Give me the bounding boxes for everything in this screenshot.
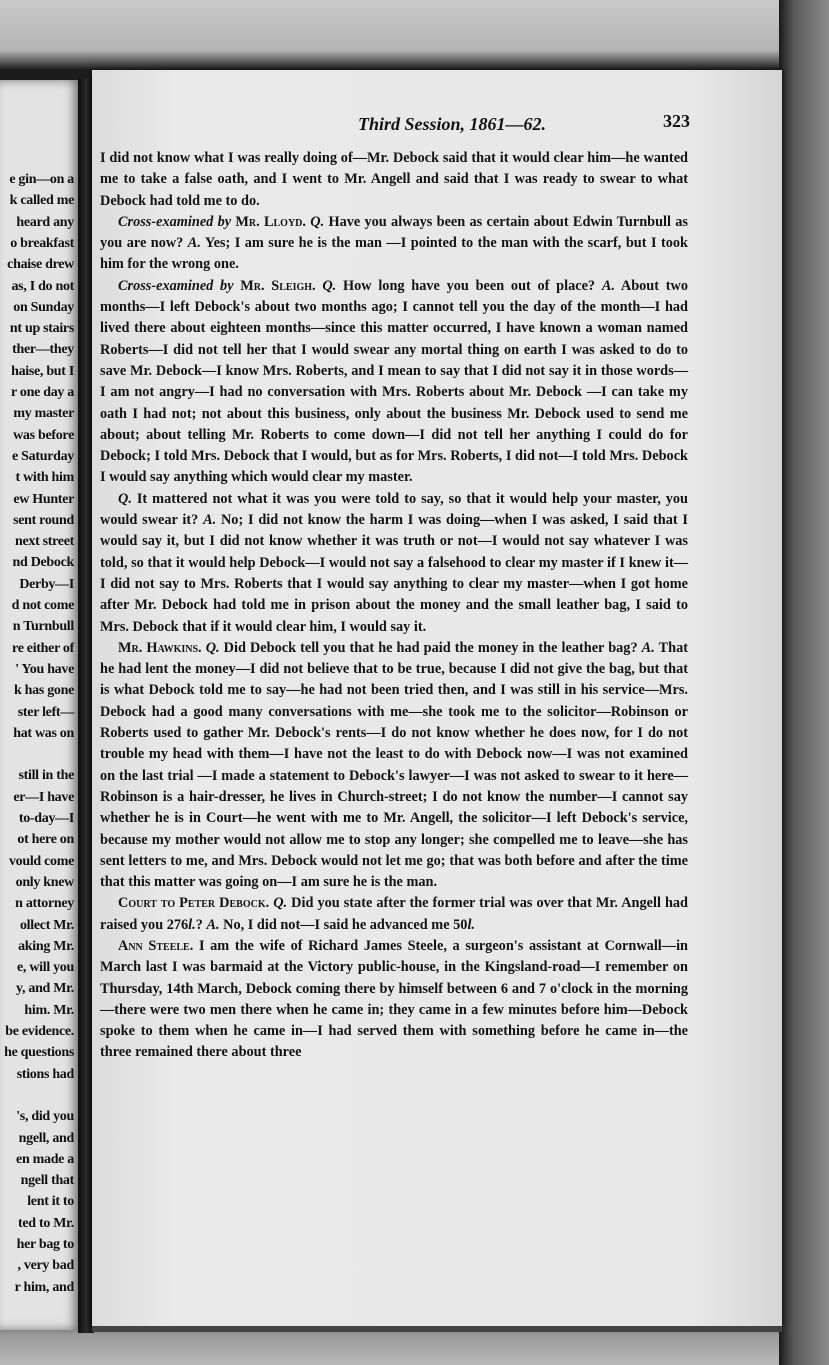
left-page-fragment: Derby—I (19, 576, 74, 592)
text-run: l. (188, 916, 196, 933)
text-run: Did Debock tell you that he had paid the money in the leather bag? (219, 639, 642, 656)
text-run: No, I did not—I said he advanced me 50 (219, 916, 468, 933)
text-run: I am the wife of Richard James Steele, a surgeon's assistant at Cornwall—in March last I was barmaid at the Victory public-house, in the Kingsland-road—I remember on Thursday, 14th March, Debock coming there by himself between 6 and 7 o'clock in the morning—there were two men there when he came in; they came in a few minutes before him—Debock spoke to them when he came in—I had served them with something before he came in—the three remained there about three (100, 937, 688, 1061)
paragraph (100, 638, 688, 894)
paragraph (100, 212, 688, 276)
left-page-fragment: ew Hunter (13, 491, 74, 507)
left-page-fragment: r him, and (14, 1279, 74, 1295)
left-page-fragment: er—I have (13, 789, 74, 805)
left-page-fragment: n attorney (15, 896, 74, 912)
text-run: Q. (273, 895, 288, 912)
text-run: Ann Steele. (118, 937, 194, 954)
left-page-fragment: nt up stairs (9, 321, 74, 337)
text-run: A. (206, 916, 220, 933)
left-page-fragment: chaise drew (7, 257, 74, 273)
book-edge-right (779, 0, 829, 1365)
left-page-fragment: d not come (11, 598, 74, 613)
paragraph (100, 276, 688, 489)
text-run: A. (187, 235, 201, 252)
left-page-fragment: ollect Mr. (19, 917, 74, 933)
left-page-fragment: heard any (16, 214, 74, 230)
left-page-fragment: re either of (12, 640, 74, 656)
text-run: It mattered not what it was you were told to say, so that it would help your master, you would swear it? (100, 490, 688, 529)
text-run: Did you state after the former trial was over that Mr. Angell had raised you 276 (100, 895, 688, 933)
left-page-fragment: vould come (8, 853, 74, 869)
left-page-fragment: sent round (13, 512, 74, 528)
left-page-fragment: lent it to (27, 1194, 74, 1210)
left-page-fragment: only knew (15, 874, 74, 890)
paragraph (100, 893, 688, 936)
left-page-fragment: next street (14, 534, 74, 550)
running-head: Third Session, 1861—62. (357, 114, 547, 134)
left-page-fragment: e Saturday (12, 448, 74, 464)
left-page-fragment: ther—they (12, 342, 74, 358)
text-run: No; I did not know the harm I was doing—when I was asked, I said that I would say it, but I did not know whether it was truth or not—I would not say whatever I was told, so that it would help Debock—I would not say a falsehood to clear my master if I knew it—I did not say to Mrs. Roberts that I would say anything to clear my master—when I got home after Mr. Debock had told me in prison about the money and the small leather bag, I said to Mrs. Debock that if it would clear him, I would say it. (100, 512, 688, 635)
text-run: How long have you been out of place? (336, 277, 602, 294)
text-run: Mr. Hawkins. (118, 639, 202, 656)
left-page-fragment: 's, did you (16, 1109, 74, 1125)
left-page-fragment: as, I do not (11, 278, 74, 294)
left-page-fragment: ot here on (17, 832, 74, 848)
text-run: A. (641, 639, 655, 656)
text-run: I did not know what I was really doing of—Mr. Debock said that it would clear him—he wanted me to take a false oath, and I went to Mr. Angell and said that I was ready to swear to what Debock had told me to do. (100, 150, 688, 209)
text-run: A. (203, 512, 217, 529)
page-number: 323 (663, 111, 690, 131)
left-page-fragment: y, and Mr. (16, 981, 74, 997)
left-page-fragment: en made a (16, 1151, 74, 1167)
left-page-fragment: t with him (15, 470, 74, 486)
left-page-fragment: ngell, and (18, 1130, 74, 1146)
text-run: A. (601, 277, 615, 294)
left-page-fragment: ' You have (15, 661, 74, 677)
left-page-fragment: nd Debock (12, 555, 74, 571)
text-run: Q. (322, 277, 337, 294)
left-page-fragment: k has gone (13, 683, 74, 699)
text-run: Have you always been as certain about Edwin Turnbull as you are now? (100, 213, 688, 252)
paragraph (100, 489, 688, 638)
left-page-fragment: haise, but I (11, 363, 74, 379)
left-page-fragment: on Sunday (13, 299, 74, 315)
text-run: ? (195, 916, 207, 933)
text-run: Yes; I am sure he is the man —I pointed to the man with the scarf, but I took him for the wrong one. (100, 235, 688, 273)
text-run: Q. (310, 213, 325, 230)
text-run: Mr. Sleigh. (240, 277, 316, 294)
left-page-fragment: ngell that (20, 1173, 74, 1189)
text-run: Cross-examined by (118, 213, 236, 230)
left-page-fragment: hat was on (13, 725, 74, 741)
paragraph (100, 148, 688, 212)
left-page-fragment: n Turnbull (12, 619, 74, 635)
left-page-fragment: stions had (16, 1066, 74, 1082)
page-text (100, 148, 688, 1064)
left-page-fragment: him. Mr. (24, 1002, 74, 1018)
text-run: Cross-examined by (118, 277, 241, 294)
text-run: Q. (205, 639, 220, 656)
left-page-fragment: r one day a (11, 385, 74, 400)
text-run: About two months—I left Debock's about two months ago; I cannot tell you the day of the month—I had lived there about eighteen months—since this matter occurred, I have known a woman named Roberts—I did not tell her that I would swear any mortal thing on earth I was asked to do to save Mr. Debock—I know Mrs. Roberts, and I mean to say that I did not say it in those words—I am not angry—I had no conversation with Mrs. Roberts about Mr. Debock —I can take my oath I had not; not about this business, only about the business Mr. Debock used to send me about; about telling Mr. Roberts to come down—I did not tell her anything I could do for Debock; I told Mrs. Debock that I would, but as for Mrs. Roberts, I did not—I told Mrs. Debock I would say anything which would clear my master. (100, 277, 688, 486)
book-page (92, 70, 782, 1326)
left-page-fragment: , very bad (17, 1258, 74, 1274)
text-run: Court to Peter Debock. (118, 895, 270, 912)
left-page-fragment: her bag to (16, 1237, 74, 1252)
left-page-fragment: my master (13, 406, 74, 422)
left-page-fragment: ster left— (17, 704, 74, 720)
left-page-fragment: to-day—I (18, 811, 74, 826)
left-page-fragment: be evidence. (5, 1024, 74, 1039)
left-page-fragment: k called me (9, 193, 74, 209)
text-run: Mr. Lloyd. (235, 213, 306, 230)
left-page-fragment: e, will you (17, 960, 74, 976)
left-page-fragment: ted to Mr. (18, 1215, 74, 1231)
left-page-fragment: o breakfast (10, 235, 74, 251)
left-page-fragment: he questions (4, 1045, 74, 1061)
left-facing-page (0, 80, 80, 1330)
left-page-fragment: aking Mr. (18, 938, 74, 954)
left-page-fragment: e gin—on a (9, 172, 74, 187)
paragraph (100, 936, 688, 1064)
page-bottom-edge (92, 1326, 782, 1332)
text-run: That he had lent the money—I did not believe that to be true, because I did not give the bag, but that is what Debock told me to say—he had not been tried then, and I was still in his service—Mrs. Debock had a good many conversations with me—she took me to the solicitor—Robinson or Roberts used to gather Mr. Debock's rents—I do not know whether he does now, for I do not trouble my head with them—I have not the least to do with Debock now—I was not examined on the last trial —I made a statement to Debock's lawyer—I was not asked to swear to it here—Robinson is a hair-dresser, he lives in Church-street; I do not know the number—I cannot say whether he is in Court—he went with me to Mr. Angell, the solicitor—I left Debock's service, because my mother would not allow me to stop any longer; she compelled me to leave—she has sent letters to me, and Mrs. Debock would not let me go; that was both before and after the time that this matter was going on—I am sure he is the man. (100, 639, 688, 891)
left-page-fragment: was before (13, 427, 74, 443)
text-run: l. (467, 916, 475, 933)
left-page-fragment: still in the (18, 768, 74, 784)
text-run: Q. (118, 490, 132, 507)
